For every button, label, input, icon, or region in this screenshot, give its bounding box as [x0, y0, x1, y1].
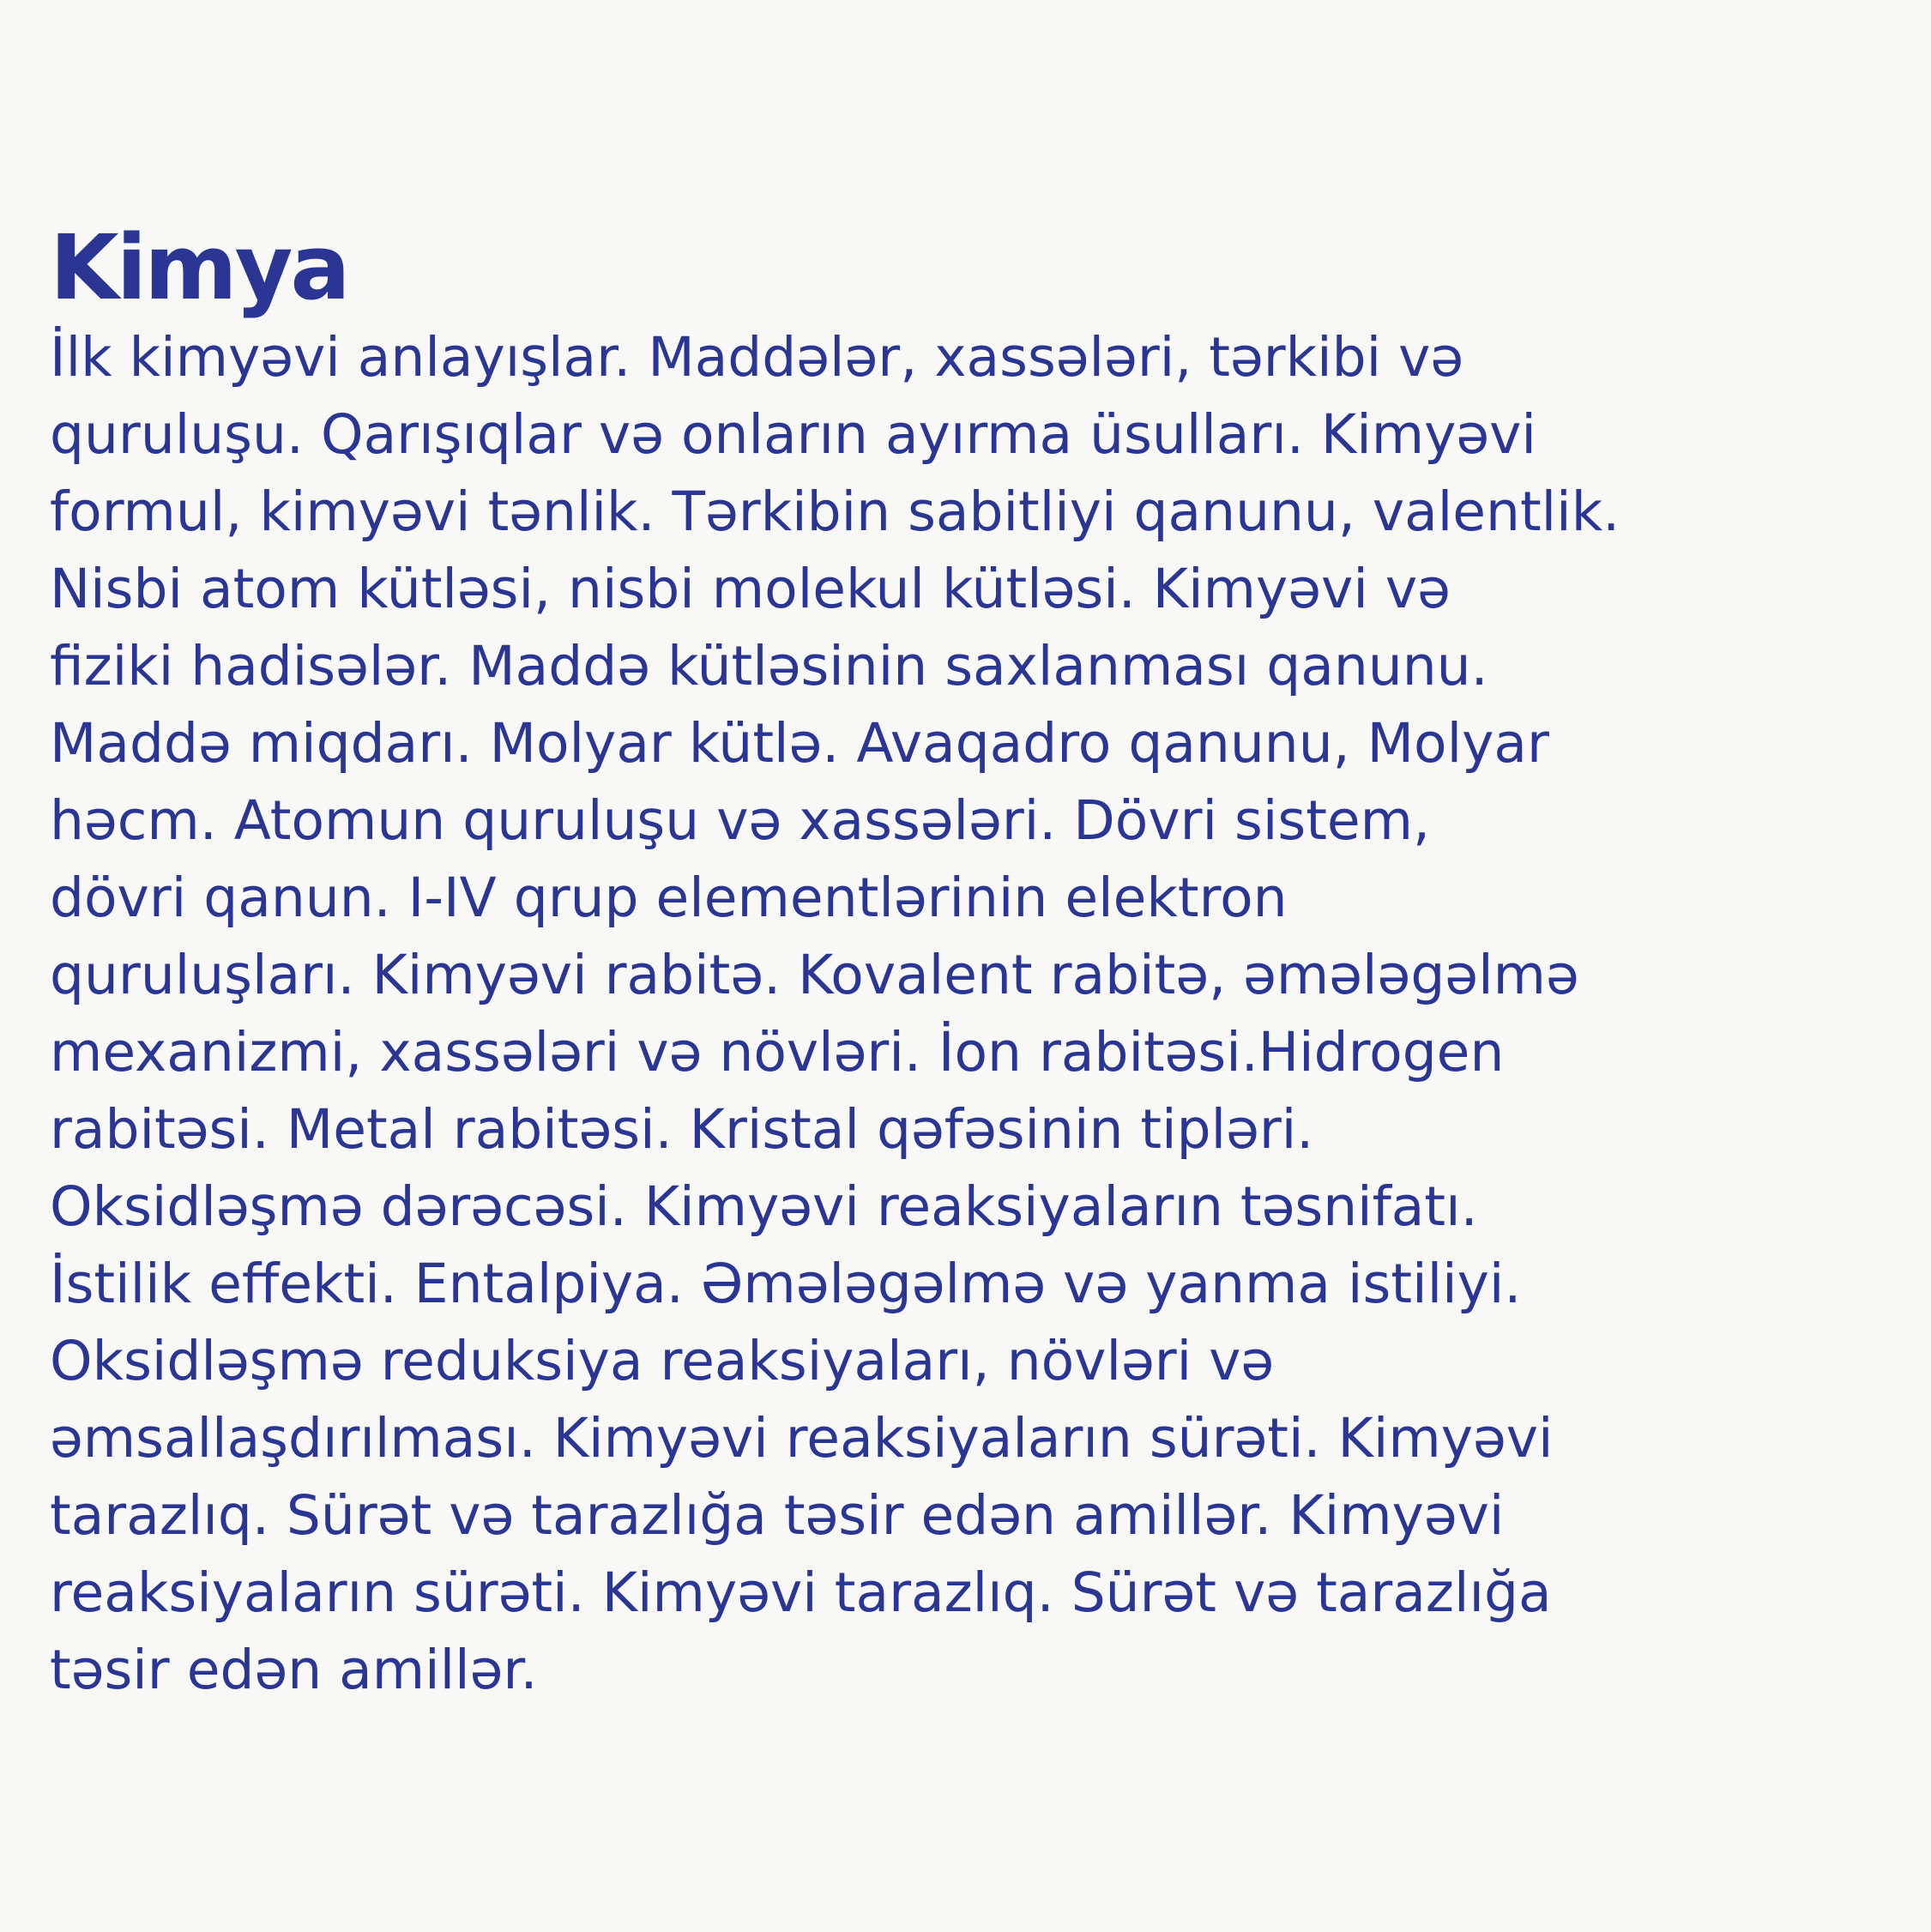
- text-line: həcm. Atomun quruluşu və xassələri. Dövri sistem,: [50, 789, 1431, 852]
- body-paragraph: [50, 314, 1911, 1709]
- text-line: rabitəsi. Metal rabitəsi. Kristal qəfəsinin tipləri.: [50, 1098, 1314, 1161]
- text-line: mexanizmi, xassələri və növləri. İon rabitəsi.Hidrogen: [50, 1021, 1505, 1084]
- text-line: quruluşları. Kimyəvi rabitə. Kovalent rabitə, əmələgəlmə: [50, 944, 1579, 1006]
- text-line: reaksiyaların sürəti. Kimyəvi tarazlıq. Sürət və tarazlığa: [50, 1561, 1552, 1624]
- text-line: fiziki hadisələr. Maddə kütləsinin saxlanması qanunu.: [50, 635, 1488, 697]
- text-line: dövri qanun. I-IV qrup elementlərinin elektron: [50, 866, 1288, 929]
- text-line: Maddə miqdarı. Molyar kütlə. Avaqadro qanunu, Molyar: [50, 712, 1549, 775]
- text-line: Nisbi atom kütləsi, nisbi molekul kütləsi. Kimyəvi və: [50, 558, 1451, 620]
- content-block: [50, 215, 1911, 1709]
- text-line: quruluşu. Qarışıqlar və onların ayırma üsulları. Kimyəvi: [50, 403, 1536, 466]
- text-line: Oksidləşmə reduksiya reaksiyaları, növləri və: [50, 1330, 1275, 1392]
- text-line: əmsallaşdırılması. Kimyəvi reaksiyaların sürəti. Kimyəvi: [50, 1407, 1554, 1470]
- text-line: İstilik effekti. Entalpiya. Əmələgəlmə və yanma istiliyi.: [50, 1253, 1522, 1315]
- text-line: təsir edən amillər.: [50, 1639, 538, 1701]
- text-line: formul, kimyəvi tənlik. Tərkibin sabitliyi qanunu, valentlik.: [50, 480, 1620, 543]
- page-title: Kimya: [50, 215, 348, 320]
- text-line: Oksidləşmə dərəcəsi. Kimyəvi reaksiyaların təsnifatı.: [50, 1175, 1478, 1238]
- text-line: İlk kimyəvi anlayışlar. Maddələr, xassələri, tərkibi və: [50, 326, 1464, 389]
- text-line: tarazlıq. Sürət və tarazlığa təsir edən amillər. Kimyəvi: [50, 1484, 1505, 1547]
